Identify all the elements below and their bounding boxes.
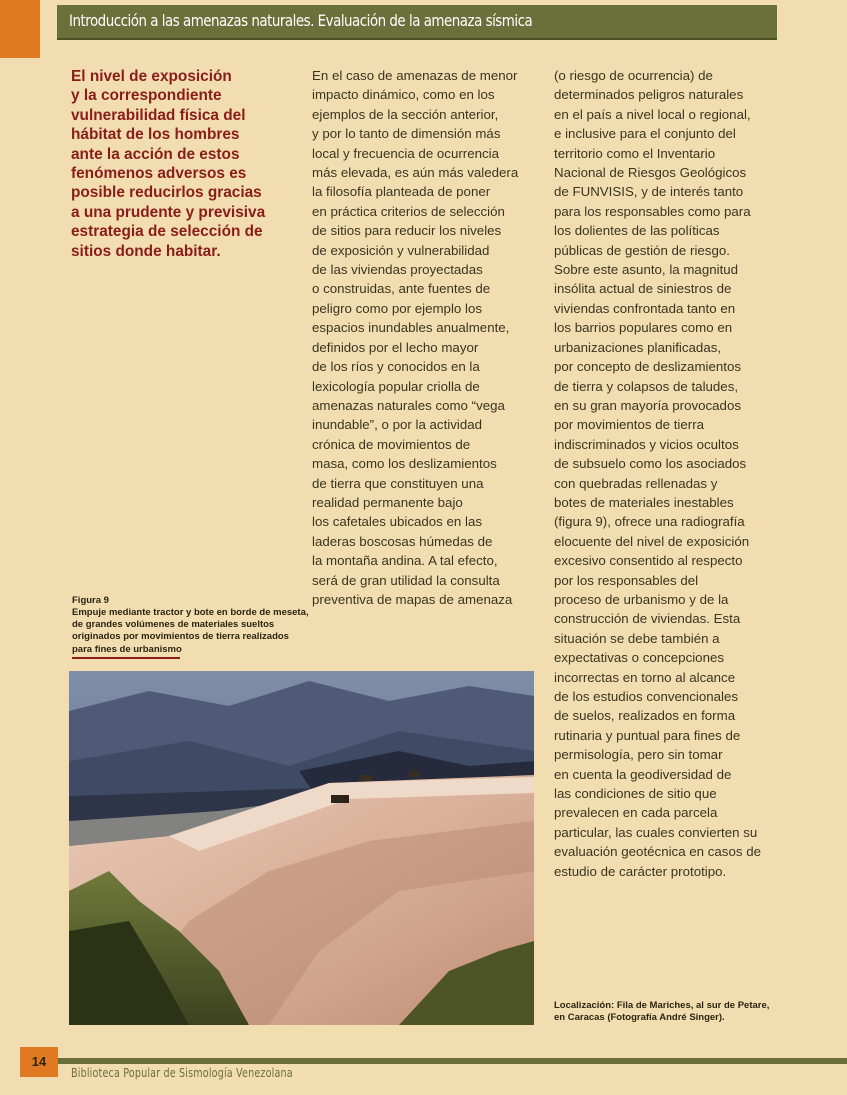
landslide-photo — [69, 671, 534, 1025]
body-text-line: la montaña andina. A tal efecto, — [312, 553, 498, 569]
body-text-line: en su gran mayoría provocados — [554, 397, 742, 413]
pull-quote-line: y la correspondiente — [71, 87, 222, 105]
body-text-line: botes de materiales inestables — [554, 494, 734, 510]
body-text-line: de tierra que constituyen una — [312, 475, 484, 491]
body-text-line: estudio de carácter prototipo. — [554, 863, 727, 879]
body-text-line: incorrectas en torno al alcance — [554, 669, 736, 685]
location-line: en Caracas (Fotografía André Singer). — [554, 1012, 725, 1024]
figure-caption-line: Empuje mediante tractor y bote en borde de meseta, — [72, 607, 309, 618]
body-text-line: evaluación geotécnica en casos de — [554, 844, 761, 860]
body-text-line: en práctica criterios de selección — [312, 203, 505, 219]
body-text-line: laderas boscosas húmedas de — [312, 533, 493, 549]
body-text-line: rutinaria y puntual para fines de — [554, 727, 741, 743]
body-text-line: por movimientos de tierra — [554, 417, 705, 433]
body-text-line: espacios inundables anualmente, — [312, 320, 510, 336]
pull-quote-line: a una prudente y previsiva — [71, 203, 266, 221]
figure-caption — [72, 595, 312, 659]
location-line: Localización: Fila de Mariches, al sur de Petare, — [554, 1000, 770, 1011]
body-text-line: particular, las cuales convierten su — [554, 824, 758, 840]
body-text-line: Nacional de Riesgos Geológicos — [554, 165, 747, 181]
body-text-line: En el caso de amenazas de menor — [312, 68, 518, 83]
body-text-line: Sobre este asunto, la magnitud — [554, 262, 739, 278]
body-text-line: situación se debe también a — [554, 630, 720, 646]
body-text-line: expectativas o concepciones — [554, 650, 725, 666]
running-header-title: Introducción a las amenazas naturales. Evaluación de la amenaza sísmica — [69, 11, 533, 30]
body-text-line: en el país a nivel local o regional, — [554, 106, 751, 122]
body-text-line: de tierra y colapsos de taludes, — [554, 378, 739, 394]
body-text-line: masa, como los deslizamientos — [312, 456, 497, 472]
body-text-line: la filosofía planteada de poner — [312, 184, 491, 200]
body-text-line: viviendas confrontada tanto en — [554, 300, 736, 316]
publication-name: Biblioteca Popular de Sismología Venezolana — [71, 1066, 293, 1080]
body-text-line: construcción de viviendas. Esta — [554, 611, 741, 627]
body-text-line: los dolientes de las políticas — [554, 223, 720, 239]
pull-quote-line: fenómenos adversos es — [71, 165, 247, 183]
pull-quote-line: ante la acción de estos — [71, 145, 240, 163]
body-text-line: de sitios para reducir los niveles — [312, 223, 502, 239]
page-number: 14 — [20, 1047, 58, 1077]
figure-label: Figura 9 — [72, 595, 109, 606]
body-text-line: será de gran utilidad la consulta — [312, 572, 500, 588]
body-text-line: crónica de movimientos de — [312, 436, 471, 452]
body-text-line: o construidas, ante fuentes de — [312, 281, 491, 297]
body-text-line: impacto dinámico, como en los — [312, 87, 495, 103]
body-text-line: públicas de gestión de riesgo. — [554, 242, 730, 258]
pull-quote-line: El nivel de exposición — [71, 68, 232, 85]
body-text-line: con quebradas rellenadas y — [554, 475, 718, 491]
body-text-line: de subsuelo como los asociados — [554, 456, 747, 472]
body-text-line: por concepto de deslizamientos — [554, 359, 742, 375]
pull-quote-line: hábitat de los hombres — [71, 126, 240, 144]
pull-quote-line: sitios donde habitar. — [71, 242, 221, 260]
body-text-line: de los estudios convencionales — [554, 689, 739, 704]
body-text-line: realidad permanente bajo — [312, 494, 463, 510]
body-text-line: de suelos, realizados en forma — [554, 708, 736, 724]
body-text-line: insólita actual de siniestros de — [554, 281, 732, 297]
photo-location-caption — [554, 1000, 794, 1025]
pull-quote-line: vulnerabilidad física del — [71, 106, 246, 124]
body-text-line: inundable”, o por la actividad — [312, 417, 483, 433]
figure-caption-line: de grandes volúmenes de materiales sueltos — [72, 619, 275, 631]
body-text-line: de FUNVISIS, y de interés tanto — [554, 184, 744, 200]
body-text-line: local y frecuencia de ocurrencia — [312, 145, 499, 161]
body-text-line: indiscriminados y vicios ocultos — [554, 436, 739, 452]
body-text-line: (figura 9), ofrece una radiografía — [554, 514, 745, 530]
body-text-line: excesivo consentido al respecto — [554, 553, 743, 569]
body-text-line: permisología, pero sin tomar — [554, 747, 723, 763]
body-text-line: peligro como por ejemplo los — [312, 300, 482, 316]
body-text-line: lexicología popular criolla de — [312, 378, 480, 394]
body-text-line: las condiciones de sitio que — [554, 786, 717, 802]
footer-rule — [57, 1058, 847, 1064]
body-text-line: territorio como el Inventario — [554, 145, 716, 161]
figure-caption-line: originados por movimientos de tierra realizados — [72, 631, 289, 643]
body-text-line: determinados peligros naturales — [554, 87, 744, 103]
body-text-line: urbanizaciones planificadas, — [554, 339, 722, 355]
body-column-right — [554, 66, 786, 881]
body-text-line: amenazas naturales como “vega — [312, 397, 505, 413]
body-text-line: definidos por el lecho mayor — [312, 339, 479, 355]
body-text-line: (o riesgo de ocurrencia) de — [554, 68, 713, 83]
body-text-line: y por lo tanto de dimensión más — [312, 126, 501, 142]
body-text-line: proceso de urbanismo y de la — [554, 591, 729, 607]
body-text-line: de los ríos y conocidos en la — [312, 359, 480, 375]
pull-quote-line: estrategia de selección de — [71, 223, 263, 241]
body-text-line: los barrios populares como en — [554, 320, 733, 336]
body-text-line: de exposición y vulnerabilidad — [312, 242, 490, 258]
body-text-line: más elevada, es aún más valedera — [312, 165, 519, 181]
pull-quote-line: posible reducirlos gracias — [71, 184, 262, 202]
body-text-line: preventiva de mapas de amenaza — [312, 591, 513, 607]
figure-caption-text — [72, 607, 312, 656]
caption-underline — [72, 657, 180, 659]
corner-accent-tab — [0, 0, 40, 58]
body-text-line: elocuente del nivel de exposición — [554, 533, 750, 549]
body-text-line: e inclusive para el conjunto del — [554, 126, 736, 142]
pull-quote — [71, 67, 293, 261]
body-text-line: de las viviendas proyectadas — [312, 262, 483, 278]
figure-caption-line: para fines de urbanismo — [72, 643, 182, 655]
body-text-line: prevalecen en cada parcela — [554, 805, 718, 821]
body-text-line: para los responsables como para — [554, 203, 751, 219]
header-bar — [57, 5, 777, 40]
photo-illustration — [69, 671, 534, 1025]
body-text-line: los cafetales ubicados en las — [312, 514, 483, 530]
body-text-line: por los responsables del — [554, 572, 699, 588]
body-text-line: en cuenta la geodiversidad de — [554, 766, 732, 782]
body-column-middle — [312, 66, 540, 609]
body-text-line: ejemplos de la sección anterior, — [312, 106, 499, 122]
